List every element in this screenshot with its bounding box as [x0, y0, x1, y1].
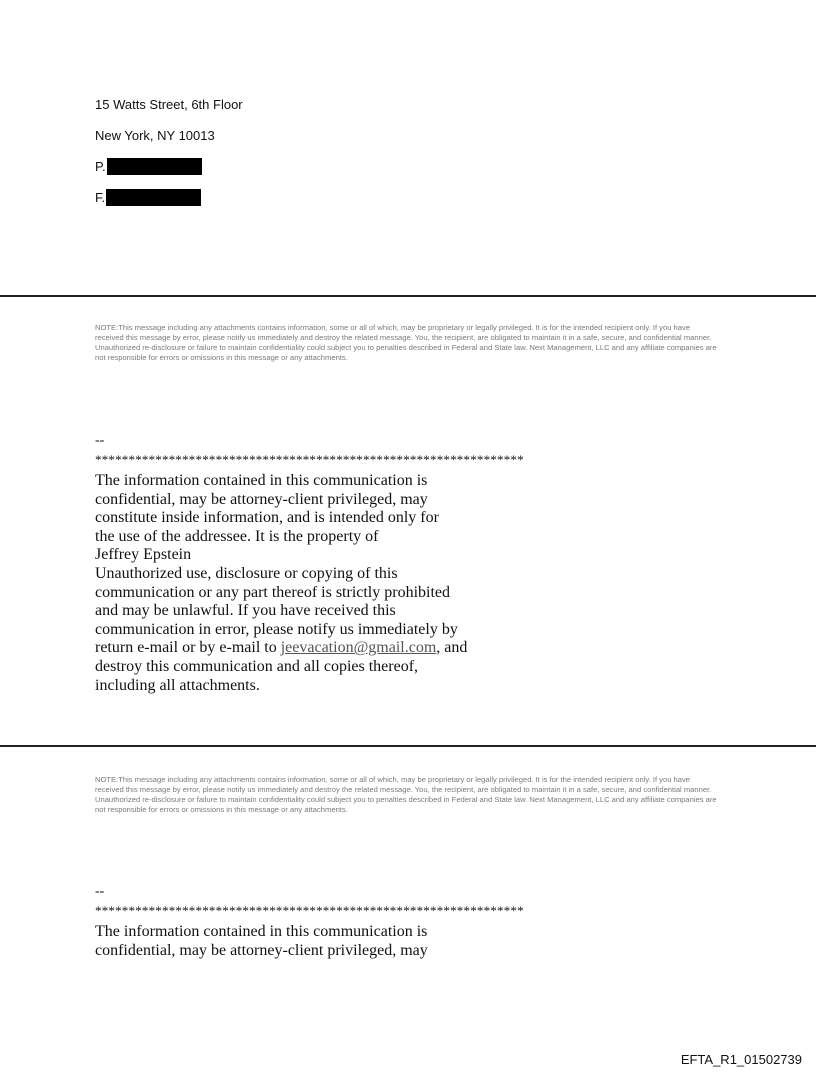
conf-line: confidential, may be attorney-client privileged, may	[95, 941, 428, 959]
divider-2	[0, 745, 816, 747]
conf-line: The information contained in this communication is	[95, 923, 428, 940]
phone-redaction	[107, 158, 202, 175]
conf-line-email	[95, 639, 515, 658]
conf-text: return e-mail or by e-mail to	[95, 639, 281, 657]
address-line-1: 15 Watts Street, 6th Floor	[95, 97, 243, 112]
document-id: EFTA_R1_01502739	[680, 1052, 802, 1067]
conf-line: communication in error, please notify us immediately by	[95, 620, 458, 638]
conf-line: Unauthorized use, disclosure or copying of this	[95, 564, 398, 582]
confidentiality-notice-2	[95, 923, 515, 960]
phone-row	[95, 158, 202, 175]
fax-label: F.	[95, 189, 106, 205]
conf-line: Jeffrey Epstein	[95, 546, 192, 564]
stars-line-2: ****************************************************************	[95, 903, 524, 918]
divider-1	[0, 295, 816, 297]
legal-notice-2: NOTE:This message including any attachments contains information, some or all of which, may be proprietary or legally privileged. It is for the intended recipient only. If you have received this message by error, please notify us immediately and destroy the related message. You, the recipient, are obligated to maintain it in a safe, secure, and confidential manner. Unauthorized re-disclosure or failure to maintain confidentiality could subject you to penalties described in Federal and State law. Next Management, LLC and any affiliate companies are not responsible for errors or omissions in this message or any attachments.	[95, 775, 717, 814]
legal-notice-1: NOTE:This message including any attachments contains information, some or all of which, may be proprietary or legally privileged. It is for the intended recipient only. If you have received this message by error, please notify us immediately and destroy the related message. You, the recipient, are obligated to maintain it in a safe, secure, and confidential manner. Unauthorized re-disclosure or failure to maintain confidentiality could subject you to penalties described in Federal and State law. Next Management, LLC and any affiliate companies are not responsible for errors or omissions in this message or any attachments.	[95, 323, 717, 362]
fax-row	[95, 189, 201, 206]
conf-line: constitute inside information, and is intended only for	[95, 509, 439, 527]
conf-text: , and	[436, 639, 468, 657]
conf-line: including all attachments.	[95, 676, 260, 694]
stars-line-1: ****************************************************************	[95, 452, 524, 467]
conf-line: The information contained in this communication is	[95, 472, 428, 489]
conf-line: the use of the addressee. It is the property of	[95, 527, 379, 545]
confidentiality-notice-1	[95, 472, 515, 695]
conf-line: communication or any part thereof is strictly prohibited	[95, 583, 451, 601]
separator-dashes-1: --	[95, 433, 105, 448]
email-link[interactable]: jeevacation@gmail.com	[280, 639, 437, 657]
phone-label: P.	[95, 158, 106, 174]
separator-dashes-2: --	[95, 884, 105, 899]
conf-line: destroy this communication and all copies thereof,	[95, 657, 419, 675]
conf-line: and may be unlawful. If you have received this	[95, 602, 396, 620]
conf-line: confidential, may be attorney-client privileged, may	[95, 490, 428, 508]
address-line-2: New York, NY 10013	[95, 128, 215, 143]
fax-redaction	[106, 189, 201, 206]
